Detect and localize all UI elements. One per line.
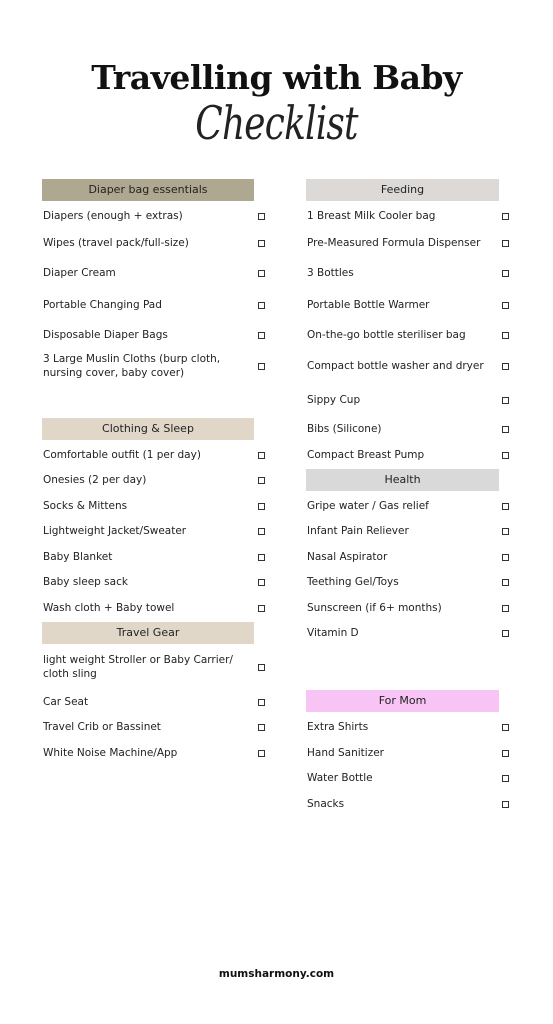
list-item: Compact bottle washer and dryer [307, 360, 484, 372]
list-item: Snacks [307, 798, 345, 810]
list-item: 1 Breast Milk Cooler bag [307, 210, 436, 222]
checkbox[interactable] [258, 528, 265, 535]
list-item: On-the-go bottle steriliser bag [307, 329, 466, 341]
list-item: Vitamin D [307, 627, 359, 639]
checkbox[interactable] [502, 213, 509, 220]
list-item: White Noise Machine/App [43, 747, 178, 759]
list-item: Portable Changing Pad [43, 299, 162, 311]
section-header-for-mom: For Mom [306, 690, 499, 712]
list-item: Socks & Mittens [43, 500, 128, 512]
list-item: light weight Stroller or Baby Carrier/ cloth sling [43, 654, 233, 680]
checkbox[interactable] [502, 605, 509, 612]
list-item: Wipes (travel pack/full-size) [43, 237, 189, 249]
checkbox[interactable] [502, 528, 509, 535]
section-header-clothing: Clothing & Sleep [42, 418, 254, 440]
section-header-health: Health [306, 469, 499, 491]
checkbox[interactable] [258, 270, 265, 277]
footer-website: mumsharmony.com [218, 968, 335, 980]
section-header-diaper: Diaper bag essentials [42, 179, 254, 201]
list-item: Sunscreen (if 6+ months) [307, 602, 442, 614]
list-item: Diapers (enough + extras) [43, 210, 183, 222]
checkbox[interactable] [258, 332, 265, 339]
checkbox[interactable] [502, 270, 509, 277]
checkbox[interactable] [258, 302, 265, 309]
list-item: Comfortable outfit (1 per day) [43, 449, 201, 461]
list-item: Lightweight Jacket/Sweater [43, 525, 187, 537]
checkbox[interactable] [502, 397, 509, 404]
checkbox[interactable] [258, 213, 265, 220]
checkbox[interactable] [258, 452, 265, 459]
list-item: Nasal Aspirator [307, 551, 388, 563]
checkbox[interactable] [258, 750, 265, 757]
checkbox[interactable] [502, 750, 509, 757]
checkbox[interactable] [502, 363, 509, 370]
checkbox[interactable] [258, 240, 265, 247]
list-item: Baby sleep sack [43, 576, 128, 588]
checkbox[interactable] [258, 363, 265, 370]
list-item: Infant Pain Reliever [307, 525, 409, 537]
checkbox[interactable] [502, 630, 509, 637]
checkbox[interactable] [502, 452, 509, 459]
checkbox[interactable] [258, 579, 265, 586]
checkbox[interactable] [502, 240, 509, 247]
checkbox[interactable] [258, 503, 265, 510]
list-item: Water Bottle [307, 772, 373, 784]
checkbox[interactable] [258, 554, 265, 561]
list-item: Portable Bottle Warmer [307, 299, 430, 311]
checkbox[interactable] [502, 801, 509, 808]
list-item: Pre-Measured Formula Dispenser [307, 237, 481, 249]
page-subtitle-script: Checklist [195, 96, 358, 150]
list-item: Car Seat [43, 696, 89, 708]
list-item: Wash cloth + Baby towel [43, 602, 175, 614]
list-item: Sippy Cup [307, 394, 361, 406]
checkbox[interactable] [258, 664, 265, 671]
list-item: Onesies (2 per day) [43, 474, 147, 486]
checkbox[interactable] [258, 605, 265, 612]
checkbox[interactable] [502, 332, 509, 339]
checkbox[interactable] [502, 775, 509, 782]
checkbox[interactable] [502, 554, 509, 561]
section-header-feeding: Feeding [306, 179, 499, 201]
list-item: Baby Blanket [43, 551, 113, 563]
list-item: Gripe water / Gas relief [307, 500, 429, 512]
list-item: Hand Sanitizer [307, 747, 384, 759]
list-item: 3 Bottles [307, 267, 354, 279]
list-item: Compact Breast Pump [307, 449, 425, 461]
checkbox[interactable] [258, 724, 265, 731]
list-item: Teething Gel/Toys [307, 576, 399, 588]
list-item: Travel Crib or Bassinet [43, 721, 161, 733]
list-item: Bibs (Silicone) [307, 423, 382, 435]
checkbox[interactable] [502, 724, 509, 731]
list-item: 3 Large Muslin Cloths (burp cloth, nursing cover, baby cover) [43, 353, 221, 379]
checkbox[interactable] [502, 503, 509, 510]
page-title: Travelling with Baby [91, 58, 462, 97]
list-item: Diaper Cream [43, 267, 116, 279]
section-header-travel: Travel Gear [42, 622, 254, 644]
checkbox[interactable] [502, 302, 509, 309]
checkbox[interactable] [258, 699, 265, 706]
checkbox[interactable] [258, 477, 265, 484]
checkbox[interactable] [502, 426, 509, 433]
list-item: Disposable Diaper Bags [43, 329, 168, 341]
list-item: Extra Shirts [307, 721, 369, 733]
checkbox[interactable] [502, 579, 509, 586]
